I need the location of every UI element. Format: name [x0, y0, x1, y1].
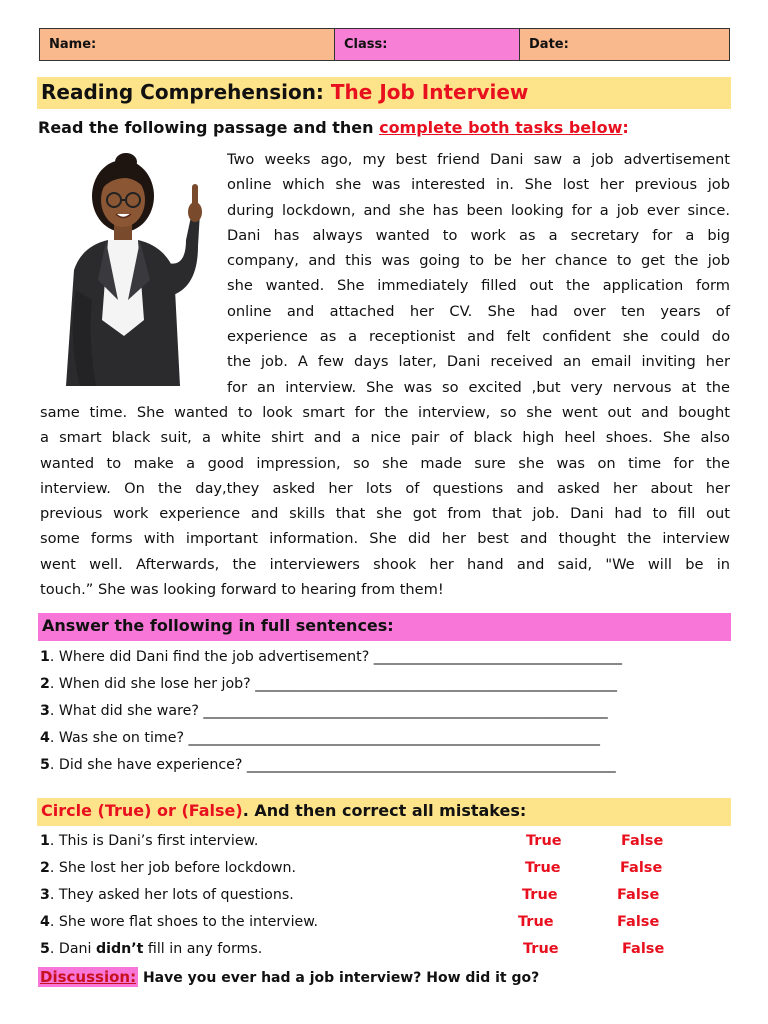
- passage-line: interview. On the day,they asked her lots of questions and asked her about her: [40, 479, 730, 497]
- true-option-2[interactable]: True: [525, 860, 561, 876]
- title-topic: The Job Interview: [330, 80, 529, 104]
- false-option-5[interactable]: False: [622, 941, 665, 957]
- question-3: 3. What did she ware? _________________________________________________________: [40, 703, 608, 719]
- instructions-emphasis: complete both tasks below: [379, 118, 623, 137]
- passage-line: experience as a receptionist and felt confident she could do: [227, 328, 730, 346]
- statement-2: 2. She lost her job before lockdown.: [40, 860, 297, 876]
- true-option-5[interactable]: True: [523, 941, 559, 957]
- passage-line: online and attached her CV. She had over ten years of: [227, 302, 730, 320]
- passage-line: touch.” She was looking forward to hearing from them!: [40, 581, 444, 599]
- passage-line: went well. Afterwards, the interviewers shook her hand and said, "We will be in: [40, 555, 730, 573]
- question-4: 4. Was she on time? __________________________________________________________: [40, 730, 600, 746]
- date-field[interactable]: Date:: [520, 29, 729, 60]
- question-1: 1. Where did Dani find the job advertisement? ___________________________________: [40, 649, 623, 665]
- question-2: 2. When did she lose her job? ___________________________________________________: [40, 676, 617, 692]
- statement-3: 3. They asked her lots of questions.: [40, 887, 294, 903]
- false-option-3[interactable]: False: [617, 887, 660, 903]
- true-option-3[interactable]: True: [522, 887, 558, 903]
- statement-4: 4. She wore flat shoes to the interview.: [40, 914, 319, 930]
- discussion-label: Discussion:: [40, 968, 137, 986]
- class-field[interactable]: Class:: [335, 29, 520, 60]
- passage-line: company, and this was going to be her chance to get the job: [227, 252, 730, 270]
- passage-line: she wanted. She immediately filled out the application form: [227, 277, 730, 295]
- discussion: [38, 968, 539, 986]
- name-field[interactable]: Name:: [40, 29, 335, 60]
- passage-line: during lockdown, and she has been looking for a job ever since.: [227, 201, 730, 219]
- passage-line: some forms with important information. She did her best and thought the interview: [40, 530, 730, 548]
- statement-1: 1. This is Dani’s first interview.: [40, 833, 259, 849]
- task1-heading: Answer the following in full sentences:: [38, 613, 731, 641]
- discussion-question: Have you ever had a job interview? How did it go?: [138, 970, 540, 986]
- question-5: 5. Did she have experience? ____________________________________________________: [40, 757, 616, 773]
- true-option-4[interactable]: True: [518, 914, 554, 930]
- passage-line: same time. She wanted to look smart for the interview, so she went out and bought: [40, 403, 730, 421]
- student-info-table: [39, 28, 730, 61]
- instructions: Read the following passage and then complete both tasks below:: [38, 118, 629, 137]
- passage-line: wanted to make a good impression, so she made sure she was on time for the: [40, 454, 730, 472]
- true-option-1[interactable]: True: [526, 833, 562, 849]
- false-option-2[interactable]: False: [620, 860, 663, 876]
- passage-line: Dani has always wanted to work as a secretary for a big: [227, 226, 730, 244]
- reading-passage: [40, 147, 730, 602]
- passage-line: the job. A few days later, Dani received an email inviting her: [227, 353, 730, 371]
- passage-line: for an interview. She was so excited ,but very nervous at the: [227, 378, 730, 396]
- passage-line: Two weeks ago, my best friend Dani saw a job advertisement: [227, 151, 730, 168]
- passage-line: online which she was interested in. She lost her previous job: [227, 176, 730, 194]
- false-option-1[interactable]: False: [621, 833, 664, 849]
- false-option-4[interactable]: False: [617, 914, 660, 930]
- statement-5: 5. Dani didn’t fill in any forms.: [40, 941, 263, 957]
- task2-heading: Circle (True) or (False). And then correct all mistakes:: [37, 798, 731, 826]
- passage-line: previous work experience and skills that she got from that job. Dani had to fill out: [40, 505, 730, 523]
- passage-line: a smart black suit, a white shirt and a nice pair of black high heel shoes. She also: [40, 429, 730, 447]
- page-title: Reading Comprehension: The Job Interview: [37, 77, 731, 109]
